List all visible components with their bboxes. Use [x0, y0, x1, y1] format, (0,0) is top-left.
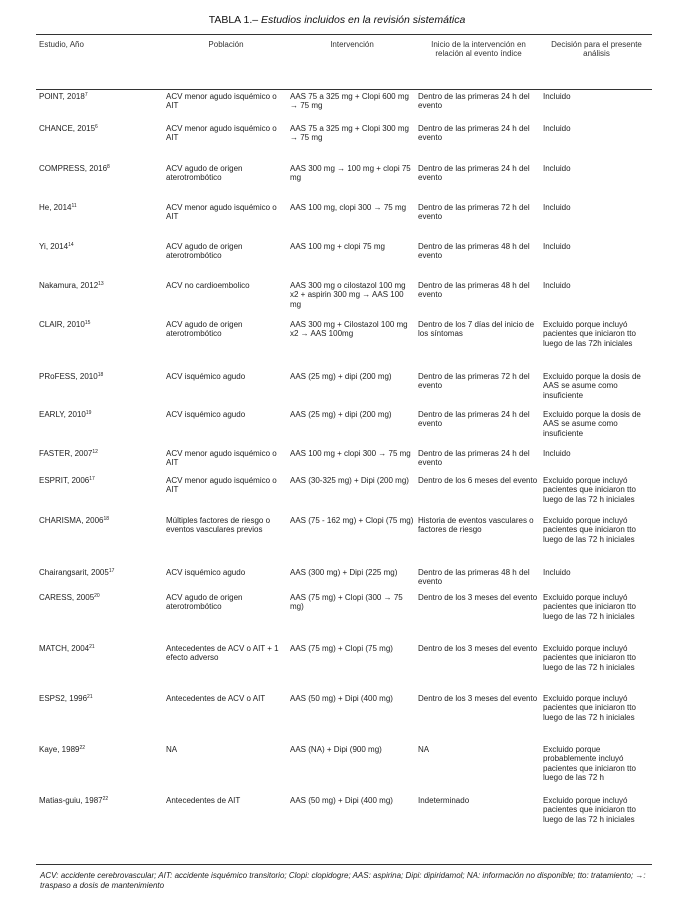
study-name: ESPS2, 1996	[39, 694, 88, 703]
study-reference: 17	[89, 476, 95, 482]
cell-start: Dentro de las primeras 72 h del evento	[418, 203, 530, 222]
cell-start: Dentro de las primeras 72 h del evento	[418, 372, 530, 391]
table-row	[36, 372, 652, 410]
cell-decision: Excluido porque probablemente incluyó pacientes que iniciaron tto luego de las 72 h	[543, 745, 636, 783]
cell-population: Múltiples factores de riesgo o eventos vasculares previos	[166, 516, 271, 535]
cell-population: ACV agudo de origen aterotrombótico	[166, 593, 243, 612]
cell-intervention: AAS 100 mg + clopi 75 mg	[290, 242, 385, 251]
cell-decision: Incluido	[543, 242, 571, 251]
study-reference: 7	[84, 92, 88, 98]
cell-intervention: AAS 75 a 325 mg + Clopi 300 mg → 75 mg	[290, 124, 409, 143]
cell-intervention: AAS (75 - 162 mg) + Clopi (75 mg)	[290, 516, 414, 525]
column-header-study: Estudio, Año	[39, 40, 84, 49]
cell-population: ACV isquémico agudo	[166, 372, 246, 381]
cell-study	[36, 745, 164, 796]
cell-start: Dentro de las primeras 24 h del evento	[418, 92, 530, 111]
cell-start: Dentro de las primeras 24 h del evento	[418, 164, 530, 183]
cell-population: ACV isquémico agudo	[166, 410, 246, 419]
cell-study	[36, 281, 164, 320]
column-header-population: Población	[208, 40, 244, 49]
cell-decision: Excluido porque incluyó pacientes que iniciaron tto luego de las 72 h iniciales	[543, 593, 636, 621]
table-row	[36, 164, 652, 203]
cell-population: Antecedentes de AIT	[166, 796, 241, 805]
cell-start: Historia de eventos vasculares o factores de riesgo	[418, 516, 534, 535]
table-row	[36, 242, 652, 281]
cell-study	[36, 410, 164, 449]
cell-start: Dentro de las primeras 48 h del evento	[418, 242, 530, 261]
study-name: FASTER, 2007	[39, 449, 93, 458]
cell-start: Dentro de las primeras 48 h del evento	[418, 281, 530, 300]
study-name: Chairangsarit, 2005	[39, 568, 109, 577]
study-reference: 22	[102, 796, 109, 802]
cell-study	[36, 796, 164, 848]
cell-study	[36, 84, 164, 124]
table-row	[36, 476, 652, 516]
table-row	[36, 516, 652, 568]
cell-study	[36, 593, 164, 644]
study-name: MATCH, 2004	[39, 644, 90, 653]
cell-study	[36, 242, 164, 281]
cell-intervention: AAS 300 mg + Cilostazol 100 mg x2 → AAS 100mg	[290, 320, 408, 339]
cell-intervention: AAS (50 mg) + Dipi (400 mg)	[290, 694, 393, 703]
study-name: PRoFESS, 2010	[39, 372, 98, 381]
table-row	[36, 745, 652, 796]
cell-population: ACV menor agudo isquémico o AIT	[166, 449, 277, 468]
cell-study	[36, 320, 164, 372]
cell-study	[36, 516, 164, 568]
cell-study	[36, 449, 164, 476]
cell-study	[36, 124, 164, 164]
study-reference: 21	[87, 694, 93, 700]
table-row	[36, 124, 652, 164]
table-row	[36, 796, 652, 848]
cell-population: ACV menor agudo isquémico o AIT	[166, 476, 277, 495]
cell-intervention: AAS (300 mg) + Dipi (225 mg)	[290, 568, 398, 577]
table-row	[36, 593, 652, 644]
cell-study	[36, 476, 164, 516]
cell-intervention: AAS 300 mg o cilostazol 100 mg x2 + aspirin 300 mg → AAS 100 mg	[290, 281, 406, 309]
study-reference: 8	[107, 164, 110, 170]
cell-population: ACV menor agudo isquémico o AIT	[166, 124, 277, 143]
study-reference: 13	[98, 281, 104, 287]
cell-decision: Excluido porque la dosis de AAS se asume como insuficiente	[543, 372, 641, 400]
table-row	[36, 644, 652, 694]
cell-decision: Excluido porque incluyó pacientes que iniciaron tto luego de las 72h iniciales	[543, 320, 636, 348]
table-row	[36, 203, 652, 242]
cell-population: Antecedentes de ACV o AIT + 1 efecto adverso	[166, 644, 279, 663]
cell-intervention: AAS 300 mg → 100 mg + clopi 75 mg	[290, 164, 411, 183]
column-header-start: Inicio de la intervención en relación al evento índice	[431, 40, 526, 59]
table-row	[36, 568, 652, 593]
table-row	[36, 84, 652, 124]
cell-start: Dentro de los 3 meses del evento	[418, 694, 538, 703]
cell-decision: Excluido porque incluyó pacientes que iniciaron tto luego de las 72 h iniciales	[543, 644, 636, 672]
cell-study	[36, 568, 164, 593]
study-name: ESPRIT, 2006	[39, 476, 90, 485]
study-name: CLAIR, 2010	[39, 320, 85, 329]
studies-table	[36, 40, 652, 848]
study-reference: 14	[68, 242, 74, 248]
study-reference: 6	[95, 124, 98, 130]
cell-decision: Incluido	[543, 281, 571, 290]
cell-intervention: AAS (50 mg) + Dipi (400 mg)	[290, 796, 393, 805]
table-row	[36, 281, 652, 320]
cell-intervention: AAS (25 mg) + dipi (200 mg)	[290, 410, 392, 419]
study-reference: 12	[92, 449, 98, 455]
table-row	[36, 694, 652, 745]
study-name: COMPRESS, 2016	[39, 164, 108, 173]
cell-population: ACV menor agudo isquémico o AIT	[166, 92, 277, 111]
cell-intervention: AAS (75 mg) + Clopi (300 → 75 mg)	[290, 593, 403, 612]
study-name: EARLY, 2010	[39, 410, 86, 419]
cell-start: Dentro de los 3 meses del evento	[418, 644, 538, 653]
cell-population: ACV agudo de origen aterotrombótico	[166, 242, 243, 261]
cell-intervention: AAS (75 mg) + Clopi (75 mg)	[290, 644, 393, 653]
cell-decision: Incluido	[543, 124, 571, 133]
cell-decision: Excluido porque incluyó pacientes que iniciaron tto luego de las 72 h iniciales	[543, 694, 636, 722]
cell-decision: Excluido porque la dosis de AAS se asume como insuficiente	[543, 410, 641, 438]
cell-start: Dentro de los 6 meses del evento	[418, 476, 538, 485]
cell-intervention: AAS 75 a 325 mg + Clopi 600 mg → 75 mg	[290, 92, 409, 111]
study-reference: 22	[79, 745, 86, 751]
cell-intervention: AAS (25 mg) + dipi (200 mg)	[290, 372, 392, 381]
cell-decision: Excluido porque incluyó pacientes que iniciaron tto luego de las 72 h iniciales	[543, 516, 636, 544]
cell-decision: Incluido	[543, 203, 571, 212]
cell-start: Indeterminado	[418, 796, 470, 805]
cell-start: Dentro de los 3 meses del evento	[418, 593, 538, 602]
table-title	[0, 14, 674, 26]
cell-population: ACV no cardioembolico	[166, 281, 250, 290]
study-reference: 18	[97, 372, 104, 378]
cell-start: Dentro de las primeras 24 h del evento	[418, 410, 530, 429]
cell-population: ACV isquémico agudo	[166, 568, 246, 577]
cell-decision: Incluido	[543, 164, 571, 173]
study-reference: 19	[85, 410, 92, 416]
table-row	[36, 410, 652, 449]
cell-population: Antecedentes de ACV o AIT	[166, 694, 266, 703]
cell-study	[36, 203, 164, 242]
column-header-intervention: Intervención	[330, 40, 374, 49]
table-row	[36, 320, 652, 372]
study-name: Kaye, 1989	[39, 745, 80, 754]
study-reference: 15	[84, 320, 91, 326]
cell-population: ACV menor agudo isquémico o AIT	[166, 203, 277, 222]
bottom-rule	[36, 864, 652, 865]
study-reference: 20	[94, 593, 100, 599]
study-name: Matias-guiu, 1987	[39, 796, 103, 805]
study-name: He, 2014	[39, 203, 72, 212]
top-rule	[36, 34, 652, 35]
cell-decision: Excluido porque incluyó pacientes que iniciaron tto luego de las 72 h iniciales	[543, 796, 636, 824]
study-name: CARESS, 2005	[39, 593, 95, 602]
cell-decision: Incluido	[543, 449, 571, 458]
cell-start: Dentro de las primeras 24 h del evento	[418, 449, 530, 468]
cell-start: NA	[418, 745, 430, 754]
cell-decision: Incluido	[543, 568, 571, 577]
cell-start: Dentro de las primeras 48 h del evento	[418, 568, 530, 587]
table-row	[36, 449, 652, 476]
study-name: Nakamura, 2012	[39, 281, 99, 290]
study-name: CHARISMA, 2006	[39, 516, 104, 525]
cell-study	[36, 694, 164, 745]
study-reference: 17	[108, 568, 115, 574]
cell-population: NA	[166, 745, 178, 754]
cell-start: Dentro de los 7 días del inicio de los síntomas	[418, 320, 535, 339]
study-name: Yi, 2014	[39, 242, 69, 251]
table-footnote: ACV: accidente cerebrovascular; AIT: accidente isquémico transitorio; Clopi: clopidogre; AAS: aspirina; Dipi: dipiridamol; NA: información no disponible; tto: tratamiento; →: traspaso a dosis de mantenimiento	[40, 871, 646, 890]
cell-intervention: AAS 100 mg + clopi 300 → 75 mg	[290, 449, 411, 458]
study-reference: 21	[89, 644, 95, 650]
study-name: CHANCE, 2015	[39, 124, 96, 133]
cell-start: Dentro de las primeras 24 h del evento	[418, 124, 530, 143]
cell-study	[36, 164, 164, 203]
cell-decision: Incluido	[543, 92, 571, 101]
cell-study	[36, 644, 164, 694]
table-title-text: Estudios incluidos en la revisión sistemática	[261, 14, 466, 26]
cell-population: ACV agudo de origen aterotrombótico	[166, 164, 243, 183]
table-title-prefix: TABLA 1.–	[208, 14, 259, 26]
table-header-row	[36, 40, 652, 84]
cell-intervention: AAS (NA) + Dipi (900 mg)	[290, 745, 382, 754]
cell-decision: Excluido porque incluyó pacientes que iniciaron tto luego de las 72 h iniciales	[543, 476, 636, 504]
study-name: POINT, 2018	[39, 92, 85, 101]
study-reference: 11	[71, 203, 77, 209]
column-header-decision: Decisión para el presente análisis	[551, 40, 642, 59]
cell-study	[36, 372, 164, 410]
study-reference: 18	[103, 516, 110, 522]
cell-population: ACV agudo de origen aterotrombótico	[166, 320, 243, 339]
cell-intervention: AAS (30-325 mg) + Dipi (200 mg)	[290, 476, 409, 485]
cell-intervention: AAS 100 mg, clopi 300 → 75 mg	[290, 203, 407, 212]
table-body	[36, 84, 652, 848]
